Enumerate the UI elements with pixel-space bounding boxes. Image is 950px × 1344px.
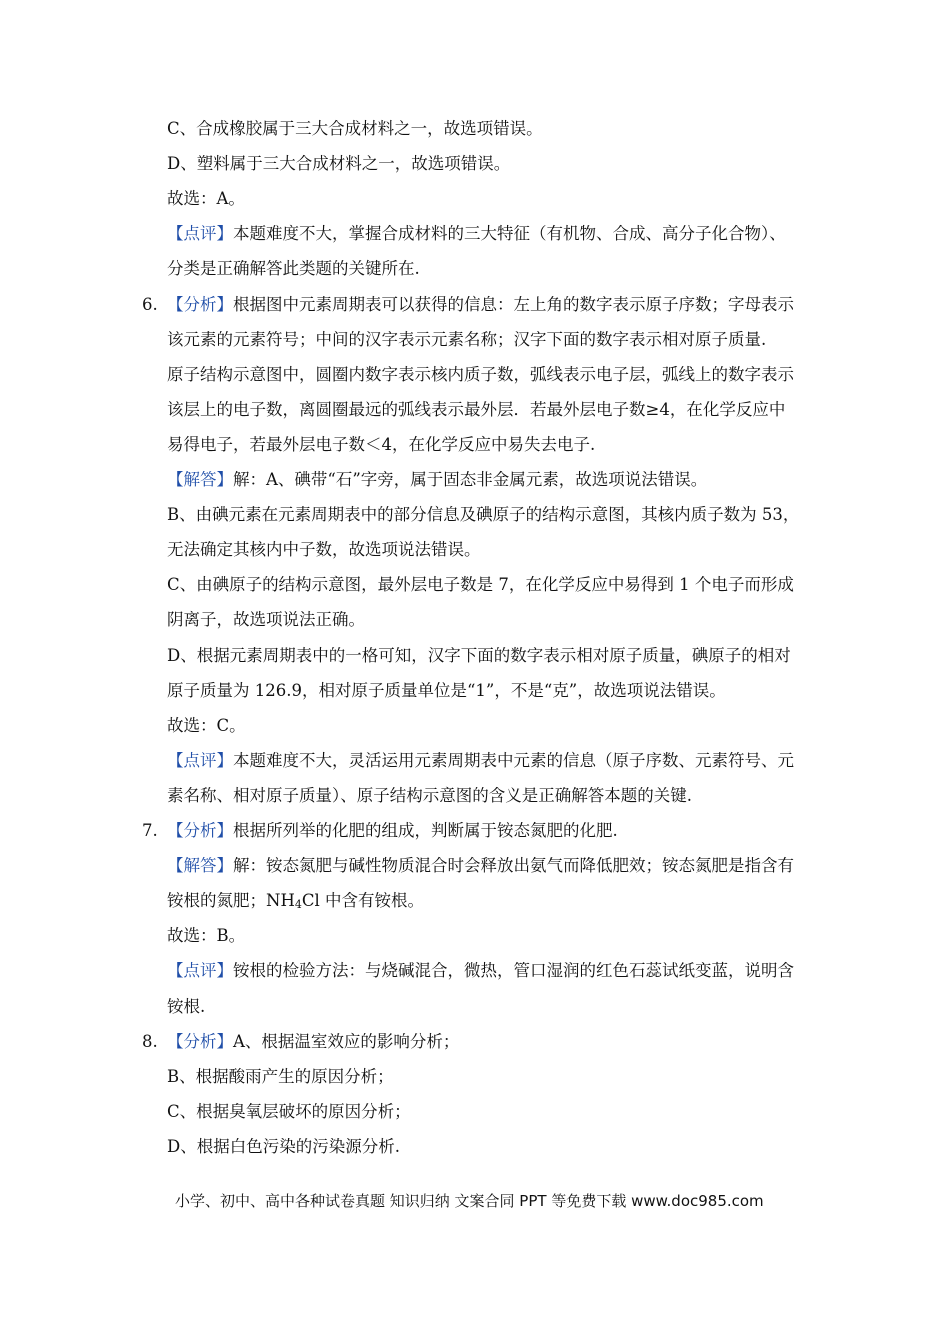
line-text: 解：A、碘带“石”字旁，属于固态非金属元素，故选项说法错误。 bbox=[233, 470, 708, 489]
line-text: 根据所列举的化肥的组成，判断属于铵态氮肥的化肥. bbox=[233, 821, 618, 840]
text-line bbox=[167, 118, 543, 140]
section-tag: 【分析】 bbox=[167, 1032, 233, 1051]
text-line bbox=[167, 715, 246, 737]
line-text: 本题难度不大，灵活运用元素周期表中元素的信息（原子序数、元素符号、元 bbox=[233, 751, 794, 770]
line-text: D、根据元素周期表中的一格可知，汉字下面的数字表示相对原子质量，碘原子的相对 bbox=[167, 646, 791, 665]
text-line bbox=[167, 188, 245, 210]
section-tag: 【点评】 bbox=[167, 751, 233, 770]
line-text: 该元素的元素符号；中间的汉字表示元素名称；汉字下面的数字表示相对原子质量. bbox=[167, 330, 767, 349]
text-line bbox=[167, 1136, 400, 1158]
text-line bbox=[167, 153, 510, 175]
text-line bbox=[167, 996, 205, 1018]
text-line bbox=[167, 609, 365, 631]
line-text: C、根据臭氧层破坏的原因分析； bbox=[167, 1102, 411, 1121]
text-line bbox=[167, 680, 726, 702]
text-line bbox=[167, 1101, 411, 1123]
section-tag: 【分析】 bbox=[167, 821, 233, 840]
text-line bbox=[167, 294, 794, 316]
text-line bbox=[167, 785, 692, 807]
section-tag: 【点评】 bbox=[167, 961, 233, 980]
line-text: B、由碘元素在元素周期表中的部分信息及碘原子的结构示意图，其核内质子数为 53， bbox=[167, 505, 800, 524]
line-text: 本题难度不大，掌握合成材料的三大特征（有机物、合成、高分子化合物）、 bbox=[233, 224, 786, 243]
text-line bbox=[167, 1031, 459, 1053]
line-text: 铵根的氮肥；NH bbox=[167, 891, 295, 910]
text-line bbox=[167, 364, 794, 386]
line-text: 原子质量为 126.9，相对原子质量单位是“1”，不是“克”，故选项说法错误。 bbox=[167, 681, 726, 700]
subscript: 4 bbox=[294, 898, 302, 911]
text-line bbox=[167, 855, 794, 877]
text-line bbox=[167, 890, 424, 916]
text-line bbox=[167, 539, 481, 561]
line-text: 故选：C。 bbox=[167, 716, 246, 735]
line-text: 铵根. bbox=[167, 997, 206, 1016]
line-text: 根据图中元素周期表可以获得的信息：左上角的数字表示原子序数；字母表示 bbox=[233, 295, 794, 314]
text-line bbox=[167, 469, 707, 491]
text-line bbox=[167, 645, 791, 667]
text-line bbox=[167, 223, 786, 245]
text-line bbox=[167, 960, 794, 982]
line-text: 原子结构示意图中，圆圈内数字表示核内质子数，弧线表示电子层，弧线上的数字表示 bbox=[167, 365, 794, 384]
question-number: 7. bbox=[142, 821, 158, 840]
line-text: 分类是正确解答此类题的关键所在. bbox=[167, 259, 420, 278]
question-number: 8. bbox=[142, 1032, 158, 1051]
line-text: 无法确定其核内中子数，故选项说法错误。 bbox=[167, 540, 481, 559]
line-text: 阴离子，故选项说法正确。 bbox=[167, 610, 365, 629]
line-text: C、合成橡胶属于三大合成材料之一，故选项错误。 bbox=[167, 119, 543, 138]
text-line bbox=[167, 258, 420, 280]
line-text: 易得电子，若最外层电子数＜4，在化学反应中易失去电子. bbox=[167, 435, 596, 454]
line-text: A、根据温室效应的影响分析； bbox=[233, 1032, 460, 1051]
text-line bbox=[167, 750, 794, 772]
text-line bbox=[167, 1066, 394, 1088]
text-line bbox=[167, 329, 766, 351]
text-line bbox=[167, 504, 799, 526]
text-line bbox=[167, 820, 618, 842]
line-text: B、根据酸雨产生的原因分析； bbox=[167, 1067, 394, 1086]
line-text: C、由碘原子的结构示意图，最外层电子数是 7，在化学反应中易得到 1 个电子而形成 bbox=[167, 575, 794, 594]
line-text: 该层上的电子数，离圆圈最远的弧线表示最外层．若最外层电子数≥4，在化学反应中 bbox=[167, 400, 786, 419]
section-tag: 【解答】 bbox=[167, 470, 233, 489]
line-text: D、根据白色污染的污染源分析. bbox=[167, 1137, 400, 1156]
footer-text: 小学、初中、高中各种试卷真题 知识归纳 文案合同 PPT 等免费下载 www.doc985.com bbox=[175, 1192, 764, 1210]
text-line bbox=[167, 925, 245, 947]
line-text: 解：铵态氮肥与碱性物质混合时会释放出氨气而降低肥效；铵态氮肥是指含有 bbox=[233, 856, 794, 875]
text-line bbox=[167, 399, 785, 421]
text-line bbox=[167, 574, 794, 596]
line-text-after: Cl 中含有铵根。 bbox=[301, 891, 424, 910]
line-text: D、塑料属于三大合成材料之一，故选项错误。 bbox=[167, 154, 511, 173]
line-text: 铵根的检验方法：与烧碱混合，微热，管口湿润的红色石蕊试纸变蓝，说明含 bbox=[233, 961, 794, 980]
question-number: 6. bbox=[142, 295, 158, 314]
line-text: 素名称、相对原子质量）、原子结构示意图的含义是正确解答本题的关键. bbox=[167, 786, 692, 805]
line-text: 故选：B。 bbox=[167, 926, 246, 945]
section-tag: 【分析】 bbox=[167, 295, 233, 314]
line-text: 故选：A。 bbox=[167, 189, 245, 208]
section-tag: 【点评】 bbox=[167, 224, 233, 243]
text-line bbox=[167, 434, 595, 456]
section-tag: 【解答】 bbox=[167, 856, 233, 875]
